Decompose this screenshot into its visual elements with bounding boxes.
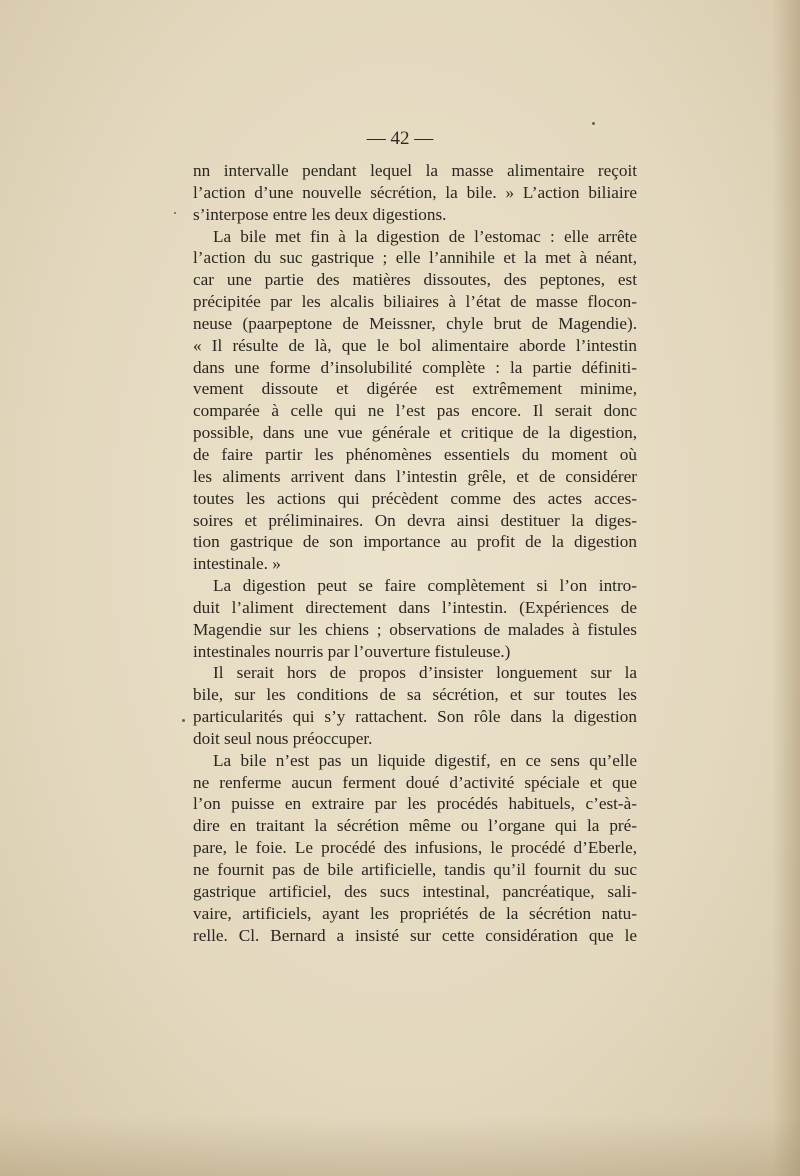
text-line: La digestion peut se faire complètement si l’on intro- bbox=[213, 576, 637, 596]
text-line: intestinale. » bbox=[193, 554, 281, 574]
text-line: ne fournit pas de bile artificielle, tandis qu’il fournit du suc bbox=[193, 860, 637, 879]
page-number: — 42 — bbox=[366, 128, 434, 149]
text-line: particularités qui s’y rattachent. Son rôle dans la digestion bbox=[193, 707, 637, 727]
text-line: doit seul nous préoccuper. bbox=[193, 728, 373, 748]
text-line: soires et préliminaires. On devra ainsi destituer la diges- bbox=[193, 510, 637, 530]
text-line: toutes les actions qui précèdent comme des actes acces- bbox=[193, 488, 637, 508]
text-line: duit l’aliment directement dans l’intestin. (Expériences de bbox=[193, 597, 637, 617]
text-line: précipitée par les alcalis biliaires à l’état de masse flocon- bbox=[193, 292, 637, 312]
body-text bbox=[193, 160, 637, 946]
text-line: relle. Cl. Bernard a insisté sur cette considération que le bbox=[193, 925, 637, 945]
text-line: neuse (paarpeptone de Meissner, chyle brut de Magendie). bbox=[193, 313, 637, 333]
text-line: comparée à celle qui ne l’est pas encore. Il serait donc bbox=[193, 401, 637, 421]
text-line: s’interpose entre les deux digestions. bbox=[193, 204, 447, 224]
text-line: pare, le foie. Le procédé des infusions, le procédé d’Eberle, bbox=[193, 838, 637, 858]
ink-speck bbox=[182, 719, 185, 722]
text-line: gastrique artificiel, des sucs intestinal, pancréatique, sali- bbox=[193, 881, 637, 901]
text-line: vement dissoute et digérée est extrêmement minime, bbox=[193, 379, 637, 399]
text-line: bile, sur les conditions de sa sécrétion, et sur toutes les bbox=[193, 685, 637, 705]
text-line: l’action d’une nouvelle sécrétion, la bile. » L’action biliaire bbox=[193, 182, 637, 202]
text-line: ne renferme aucun ferment doué d’activité spéciale et que bbox=[193, 772, 637, 792]
page-edge-shadow bbox=[772, 0, 800, 1176]
text-line: de faire partir les phénomènes essentiels du moment où bbox=[193, 444, 637, 464]
text-line: tion gastrique de son importance au profit de la digestion bbox=[193, 532, 637, 552]
text-line: La bile n’est pas un liquide digestif, en ce sens qu’elle bbox=[213, 750, 637, 770]
text-line: l’action du suc gastrique ; elle l’annihile et la met à néant, bbox=[193, 248, 637, 268]
text-line: « Il résulte de là, que le bol alimentaire aborde l’intestin bbox=[193, 335, 637, 355]
text-line: intestinales nourris par l’ouverture fistuleuse.) bbox=[193, 641, 511, 661]
page-bottom-shadow bbox=[0, 1116, 800, 1176]
text-line: car une partie des matières dissoutes, des peptones, est bbox=[193, 270, 637, 290]
text-line: l’on puisse en extraire par les procédés habituels, c’est-à- bbox=[193, 794, 637, 814]
text-line: Magendie sur les chiens ; observations de malades à fistules bbox=[193, 619, 637, 639]
text-line: dans une forme d’insolubilité complète : la partie définiti- bbox=[193, 357, 637, 377]
text-line: nn intervalle pendant lequel la masse alimentaire reçoit bbox=[193, 161, 637, 180]
text-line: dire en traitant la sécrétion même ou l’organe qui la pré- bbox=[193, 816, 637, 836]
ink-speck bbox=[174, 212, 176, 214]
text-line: les aliments arrivent dans l’intestin grêle, et de considérer bbox=[193, 466, 637, 486]
text-line: Il serait hors de propos d’insister longuement sur la bbox=[213, 663, 637, 683]
text-line: possible, dans une vue générale et critique de la digestion, bbox=[193, 423, 637, 443]
text-line: vaire, artificiels, ayant les propriétés de la sécrétion natu- bbox=[193, 903, 637, 923]
text-line: La bile met fin à la digestion de l’estomac : elle arrête bbox=[213, 226, 637, 246]
ink-speck bbox=[592, 122, 595, 125]
